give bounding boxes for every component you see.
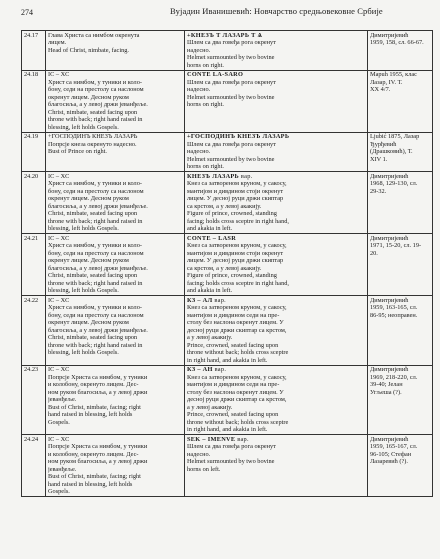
reference-line: 1968, 129-130, сл. (370, 180, 418, 187)
reverse-line: надесно. (187, 46, 211, 54)
reverse-line: са крстом, а у левој акакију. (187, 202, 262, 210)
reverse-legend (187, 436, 365, 444)
reference-line: (Драшковић), Т. (370, 148, 413, 155)
bibliographic-reference (368, 70, 433, 132)
obverse-line: Gospels. (48, 418, 70, 426)
obverse-line: ном руком благосиља, а у левој држи (48, 458, 148, 465)
reverse-description (185, 296, 368, 366)
reverse-line: Prince, crowned, seated facing upon (187, 341, 279, 349)
catalog-row (22, 172, 433, 234)
reverse-legend-text: +КНЕЗЪ Т ЛАЗАРЬ Т Ѧ (187, 31, 263, 39)
obverse-line: Gospels. (48, 488, 70, 495)
reference-line: Лазар, IV. Т. (370, 78, 403, 86)
reverse-description (185, 365, 368, 435)
reference-line: Mapuh 1955, клас (370, 71, 417, 78)
obverse-line: бону, седи на престолу са наслоном (48, 311, 144, 319)
reverse-line: столу без наслона окренут лицем. У (187, 319, 284, 326)
obverse-line: IC – XC (48, 296, 70, 304)
obverse-line: Попрсје Христа са нимбом, у туники (48, 443, 148, 450)
reverse-legend-text: КЗ – АН (187, 366, 213, 373)
obverse-line: окренут лицем. Десном руком (48, 195, 129, 202)
reference-line: Димитријевић (370, 435, 409, 443)
catalog-row (22, 31, 433, 71)
reverse-line: horns on left. (187, 465, 221, 473)
reverse-line: in right hand, and akakia in left. (187, 356, 268, 364)
obverse-line: Bust of Prince on right. (48, 148, 107, 155)
obverse-line: IC – XC (48, 234, 70, 242)
catalog-number: 24.19 (22, 132, 46, 172)
catalog-row (22, 296, 433, 366)
reference-line: 86-95; неоправен. (370, 311, 418, 319)
obverse-line: Christ, nimbate, seated facing upon (48, 210, 138, 217)
catalog-number: 24.21 (22, 234, 46, 296)
reverse-line: Helmet surmounted by two bovine (187, 458, 275, 465)
reverse-line: Кнез са затвореном круном, у сакосу, (187, 180, 287, 187)
obverse-line: throne with back; right hand raised in (48, 217, 143, 225)
reference-line: 1959, 158, сл. 66-67. (370, 39, 424, 46)
obverse-line: Христ са нимбом, у туники и коло- (48, 304, 142, 311)
reverse-line: а у левој акакију. (187, 403, 233, 411)
reverse-line: Figure of prince, crowned, standing (187, 210, 277, 217)
reverse-line: Шлем са два говеђа рога окренут (187, 140, 276, 148)
obverse-line: hand raised in blessing, left holds (48, 480, 133, 488)
reverse-line: десној руци држи скиптар са крстом, (187, 396, 287, 403)
reverse-line: надесно. (187, 86, 211, 93)
reverse-description (185, 172, 368, 234)
reverse-legend-text: КНЕЗЪ ЛАЗАРЬ (187, 172, 240, 180)
obverse-description (46, 70, 185, 132)
reference-line: Димитријевић (370, 296, 409, 304)
reverse-line: Helmet surmounted by two bovine (187, 155, 275, 163)
reverse-legend (187, 366, 365, 374)
reverse-description (185, 234, 368, 296)
reference-line: 96-105; Стефан (370, 450, 412, 458)
reverse-description (185, 132, 368, 172)
reverse-description (185, 31, 368, 71)
reverse-line: Шлем са два говеђа рога окренут (187, 443, 276, 450)
obverse-description (46, 234, 185, 296)
reference-line: 1971, 15-20, сл. 19- (370, 242, 422, 249)
obverse-line: throne with back; right hand raised in (48, 341, 143, 349)
obverse-line: ном руком благосиља, а у левој држи (48, 388, 148, 396)
obverse-line: Christ, nimbate, seated facing upon (48, 108, 138, 116)
obverse-line: Christ, nimbate, seated facing upon (48, 272, 138, 279)
bibliographic-reference (368, 296, 433, 366)
obverse-line: throne with back; right hand raised in (48, 279, 143, 287)
catalog-number: 24.22 (22, 296, 46, 366)
obverse-description (46, 296, 185, 366)
reverse-legend-text: +ГОСПОДИНЪ КНЕЗЪ ЛАЗАРЬ (187, 133, 290, 140)
obverse-line: бону, седи на престолу са наслоном (48, 249, 144, 257)
reference-line: Димитријевић (370, 31, 409, 39)
obverse-line: окренут лицем. Десном руком (48, 257, 129, 264)
reverse-line: десној руци држи скиптар са крстом, (187, 326, 287, 334)
reverse-line: facing; holds cross sceptre in right hand, (187, 279, 289, 287)
bibliographic-reference (368, 31, 433, 71)
reference-line: 1959, 163-165, сл. (370, 304, 418, 311)
bibliographic-reference (368, 172, 433, 234)
obverse-line: blessing, left holds Gospels. (48, 225, 119, 232)
reverse-description (185, 435, 368, 497)
reverse-line: Шлем са два говеђа рога окренут (187, 78, 276, 86)
variant-note: вар. (240, 172, 253, 180)
catalog-row (22, 234, 433, 296)
obverse-line: лицем. (48, 39, 67, 46)
reverse-line: in right hand, and akakia in left. (187, 426, 268, 433)
obverse-line: благосиља, а у левој држи јеванђеље. (48, 101, 148, 108)
reverse-legend (187, 71, 365, 79)
obverse-line: окренут лицем. Десном руком (48, 93, 129, 101)
obverse-line: окренут лицем. Десном руком (48, 319, 129, 326)
catalog-number: 24.24 (22, 435, 46, 497)
catalog-row (22, 435, 433, 497)
obverse-description (46, 365, 185, 435)
catalog-number: 24.18 (22, 70, 46, 132)
reverse-legend (187, 133, 365, 141)
obverse-line: Христ са нимбом, у туники и коло- (48, 242, 142, 249)
obverse-description (46, 31, 185, 71)
obverse-line: Head of Christ, nimbate, facing. (48, 46, 129, 54)
obverse-line: throne with back; right hand raised in (48, 116, 143, 123)
obverse-line: благосиља, а у левој држи јеванђеље. (48, 326, 148, 334)
obverse-line: blessing, left holds Gospels. (48, 123, 119, 131)
reference-line: Лазаревић (?). (370, 458, 408, 465)
reverse-line: horns on right. (187, 163, 224, 170)
reference-line: XIV 1. (370, 155, 388, 163)
reverse-line: horns on right. (187, 61, 224, 69)
obverse-line: благосиља, а у левој држи јеванђеље. (48, 202, 148, 210)
reverse-line: and akakia in left. (187, 225, 233, 232)
reverse-line: надесно. (187, 450, 211, 458)
reverse-legend (187, 297, 365, 305)
reverse-line: Prince, crowned, seated facing upon (187, 411, 279, 418)
reverse-line: horns on right. (187, 101, 224, 108)
obverse-line: Bust of Christ, nimbate, facing; right (48, 473, 141, 480)
obverse-description (46, 435, 185, 497)
reverse-line: са крстом, а у левој акакију. (187, 264, 262, 272)
reference-line: Димитријевић (370, 234, 409, 242)
reference-line: 1969, 218-220, сл. (370, 373, 418, 381)
reverse-line: мантијом и дивдином седи на пре- (187, 311, 280, 319)
reference-line: Угљеша (?). (370, 388, 402, 396)
reference-line: 1959, 165-167, сл. (370, 443, 418, 450)
obverse-line: Попрсје Христа са нимбом, у туники (48, 373, 148, 381)
obverse-line: IC – XC (48, 71, 70, 78)
obverse-line: IC – XC (48, 172, 70, 180)
catalog-row (22, 70, 433, 132)
reverse-line: Helmet surmounted by two bovine (187, 93, 275, 101)
reverse-line: лицем. У десној руци држи скиптар (187, 195, 284, 202)
catalog-table (21, 30, 433, 497)
reverse-line: Figure of prince, crowned, standing (187, 272, 277, 279)
reverse-line: Кнез са затвореном круном, у сакосу, (187, 304, 287, 311)
reverse-line: лицем. У десној руци држи скиптар (187, 257, 284, 264)
page-number: 274 (21, 8, 33, 17)
reference-line: Ђурђевић (370, 140, 397, 148)
obverse-line: Христ са нимбом, у туники и коло- (48, 180, 142, 187)
variant-note: вар. (237, 435, 249, 443)
catalog-row (22, 132, 433, 172)
reverse-line: мантијом и дивдином стоји окренут (187, 187, 284, 195)
bibliographic-reference (368, 435, 433, 497)
bibliographic-reference (368, 132, 433, 172)
obverse-line: Попрсје кнеза окренуто надесно. (48, 140, 137, 148)
reference-line: 29-32. (370, 187, 387, 195)
reverse-line: мантијом и дивдином седи на пре- (187, 381, 280, 388)
obverse-line: Глава Христа са нимбом окренута (48, 31, 140, 39)
obverse-line: и колобону, окренуто лицем. Дес- (48, 381, 139, 388)
reverse-line: Кнез са затвореном круном, у сакосу, (187, 242, 287, 249)
obverse-line: и колобону, окренуто лицем. Дес- (48, 450, 139, 458)
running-title: Вујадин Иванишевић: Новчарство средњовековне Србије (170, 6, 383, 16)
variant-note: вар. (214, 366, 227, 373)
reverse-line: facing; holds cross sceptre in right hand, (187, 217, 289, 225)
reference-line: Ljubić 1875, Лазар (370, 133, 420, 140)
obverse-line: благосиља, а у левој држи јеванђеље. (48, 264, 148, 272)
reverse-line: надесно. (187, 148, 211, 155)
obverse-line: Христ са нимбом, у туники и коло- (48, 78, 142, 86)
catalog-number: 24.17 (22, 31, 46, 71)
reference-line: 20. (370, 249, 378, 257)
obverse-line: blessing, left holds Gospels. (48, 349, 119, 356)
catalog-number: 24.20 (22, 172, 46, 234)
reverse-legend (187, 173, 365, 181)
reverse-line: столу без наслона окренут лицем. У (187, 388, 284, 396)
reverse-line: throne without back; holds cross sceptre (187, 418, 289, 426)
obverse-line: +ГОСПОДИНЪ КНЕЗЪ ЛАЗАРЬ (48, 133, 138, 140)
reference-line: Димитријевић (370, 366, 409, 373)
reference-line: Димитријевић (370, 172, 409, 180)
reverse-legend (187, 235, 365, 243)
reverse-line: and akakia in left. (187, 287, 233, 294)
obverse-line: Christ, nimbate, seated facing upon (48, 334, 138, 341)
catalog-number: 24.23 (22, 365, 46, 435)
reverse-description (185, 70, 368, 132)
obverse-description (46, 172, 185, 234)
obverse-line: hand raised in blessing, left holds (48, 411, 133, 418)
obverse-line: blessing, left holds Gospels. (48, 287, 119, 294)
reverse-line: мантијом и дивдином стоји окренут (187, 249, 284, 257)
obverse-line: бону, седи на престолу са наслоном (48, 86, 144, 93)
obverse-line: IC – XC (48, 435, 70, 443)
reverse-line: а у левој акакију. (187, 334, 233, 341)
reverse-line: Кнез са затвореном круном, у сакосу, (187, 373, 287, 381)
obverse-description (46, 132, 185, 172)
obverse-line: јеванђеље. (48, 396, 77, 403)
bibliographic-reference (368, 234, 433, 296)
reverse-legend-text: CONTE LA-SARO (187, 71, 244, 78)
variant-note: вар. (214, 296, 227, 304)
reverse-line: throne without back; holds cross sceptre (187, 349, 289, 356)
obverse-line: бону, седи на престолу са наслоном (48, 187, 144, 195)
catalog-row (22, 365, 433, 435)
reverse-line: Helmet surmounted by two bovine (187, 54, 275, 61)
reverse-legend-text: SEK – IMENVE (187, 435, 236, 443)
reverse-legend-text: КЗ – АЛ (187, 296, 213, 304)
reference-line: XX 4/7. (370, 86, 391, 93)
obverse-line: Bust of Christ, nimbate, facing; right (48, 403, 141, 411)
reverse-line: Шлем са два говеђа рога окренут (187, 39, 276, 46)
reference-line: 39-40; Јелан (370, 381, 403, 388)
bibliographic-reference (368, 365, 433, 435)
reverse-legend (187, 32, 365, 40)
reverse-legend-text: CONTE – LASR (187, 234, 237, 242)
obverse-line: IC – XC (48, 366, 70, 373)
obverse-line: јеванђеље. (48, 465, 77, 473)
